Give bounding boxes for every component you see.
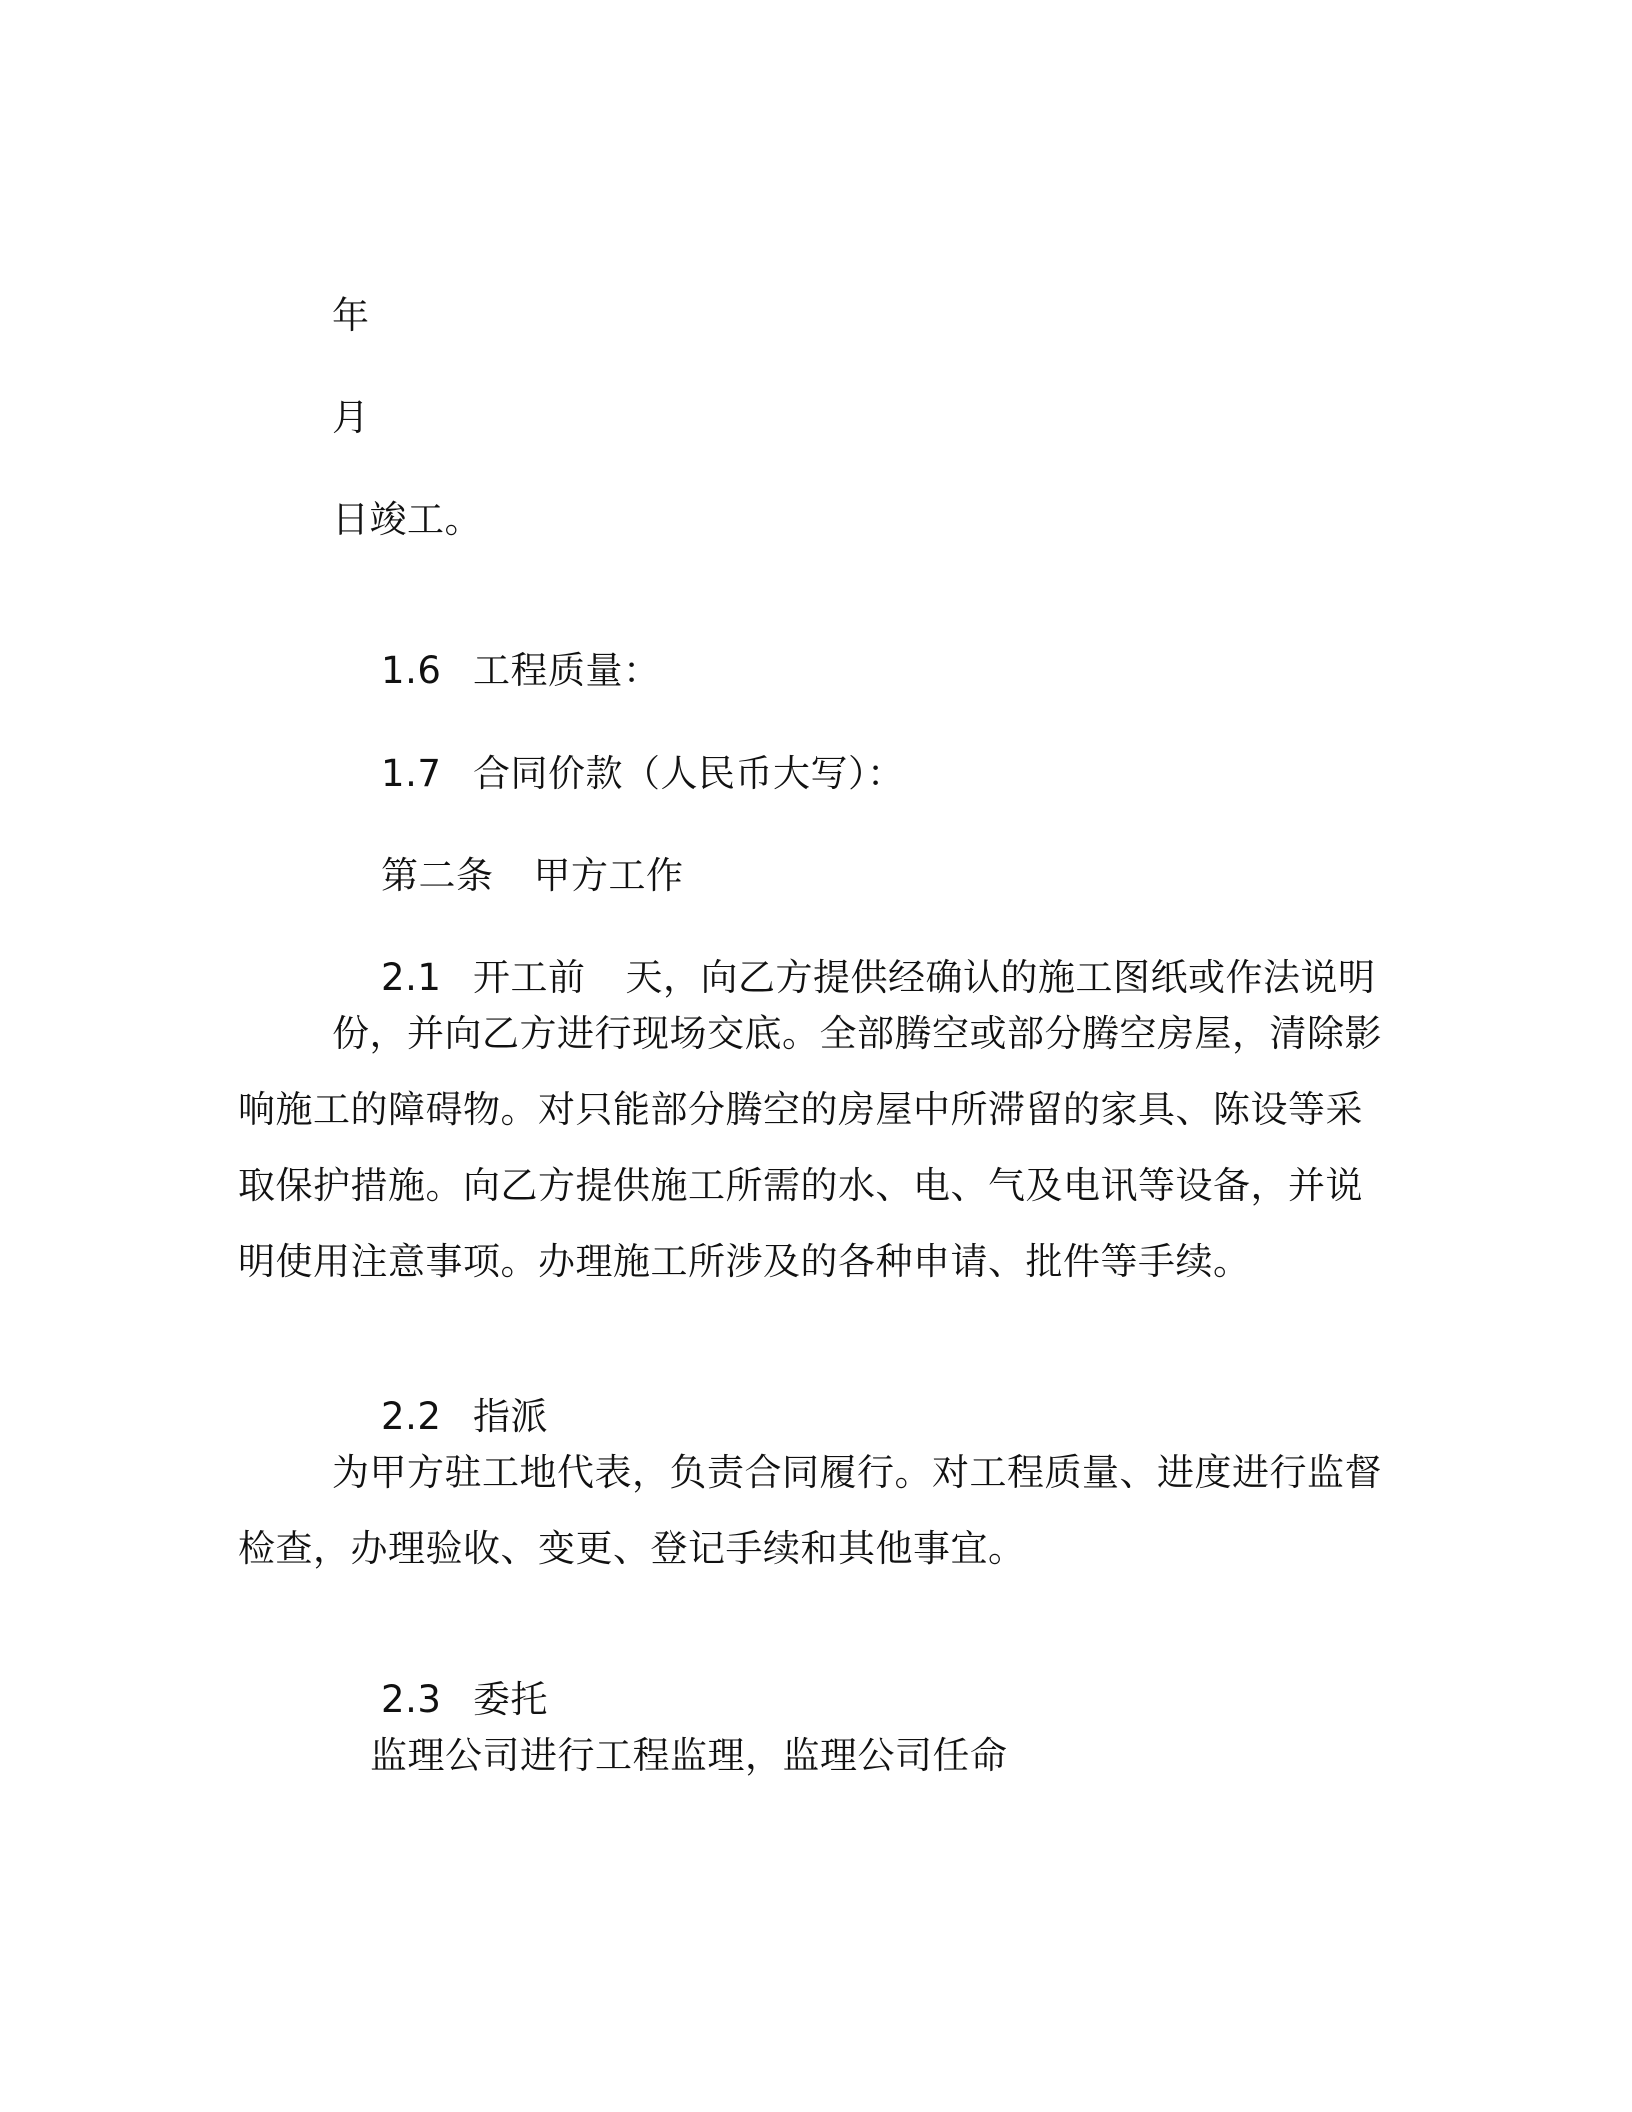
line-year: 年 — [332, 294, 370, 337]
clause-number: 2.2 — [381, 1395, 442, 1438]
clause-number: 2.3 — [381, 1678, 442, 1721]
paragraph-2-1-line-4: 明使用注意事项。办理施工所涉及的各种申请、批件等手续。 — [238, 1240, 1251, 1283]
paragraph-2-2-line-2: 检查，办理验收、变更、登记手续和其他事宜。 — [238, 1527, 1026, 1570]
paragraph-2-2-line-1: 为甲方驻工地代表，负责合同履行。对工程质量、进度进行监督 — [332, 1451, 1382, 1494]
clause-text: 合同价款（人民币大写）： — [473, 752, 905, 795]
clause-text-a: 开工前 — [473, 956, 586, 999]
paragraph-2-1-line-2: 响施工的障碍物。对只能部分腾空的房屋中所滞留的家具、陈设等采 — [238, 1088, 1363, 1131]
line-day-completion: 日竣工。 — [332, 498, 482, 541]
clause-text: 委托 — [473, 1678, 549, 1721]
clause-number: 2.1 — [381, 956, 442, 999]
clause-text: 工程质量： — [473, 649, 661, 692]
article-number: 第二条 — [381, 854, 494, 897]
clause-number: 1.6 — [381, 649, 442, 692]
paragraph-2-1-line-3: 取保护措施。向乙方提供施工所需的水、电、气及电讯等设备，并说 — [238, 1164, 1363, 1207]
line-month: 月 — [332, 396, 370, 439]
paragraph-2-1-line-1: 份，并向乙方进行现场交底。全部腾空或部分腾空房屋，清除影 — [332, 1012, 1382, 1055]
clause-text: 指派 — [473, 1395, 549, 1438]
article-title: 甲方工作 — [533, 854, 684, 897]
clause-text-b: 天，向乙方提供经确认的施工图纸或作法说明 — [625, 956, 1376, 999]
paragraph-2-3-line-1: 监理公司进行工程监理，监理公司任命 — [370, 1734, 1008, 1777]
clause-number: 1.7 — [381, 752, 442, 795]
